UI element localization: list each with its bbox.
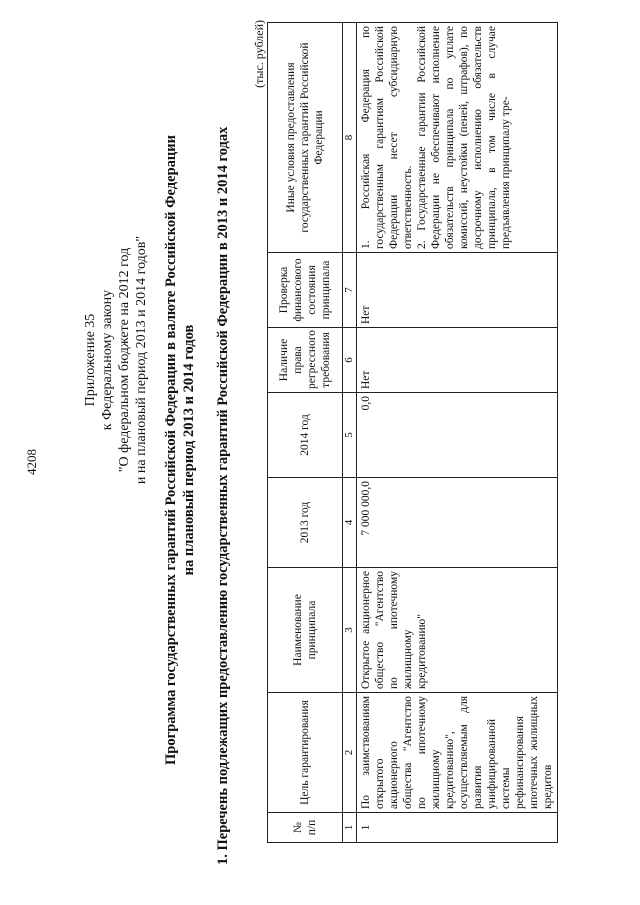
column-number: 4 [343, 478, 357, 568]
appendix-header [82, 150, 150, 570]
condition-1: 1. Российская Федерация по государственным гарантиям Российской Федерации несет субсидиарную ответственность. [360, 26, 414, 249]
column-number: 1 [343, 813, 357, 843]
page-number: 4208 [24, 449, 39, 475]
row-conditions [357, 23, 558, 253]
condition-2: 2. Государственные гарантии Российской Федерации не обеспечивают исполнение обязательств принципала по уплате комиссий, неустойки (пеней, штрафов), по досрочному исполнению обязательств принципала, в том числе в случае предъявления принципалу тре- [416, 26, 512, 249]
table-header-row [268, 23, 343, 843]
column-number-row [343, 23, 357, 843]
row-regress: Нет [357, 328, 558, 393]
column-number: 7 [343, 253, 357, 328]
appendix-line-3: "О федеральном бюджете на 2012 год [117, 247, 132, 473]
appendix-line-1: Приложение 35 [83, 313, 98, 407]
row-purpose: По заимствованиям открытого акционерного общества "Агентство по ипотечному жилищному кредитованию", осуществляемым для развития унифицированной системы рефинансирования ипотечных жилищных кредитов [357, 693, 558, 813]
header-check: Проверка финансового состояния принципала [268, 253, 343, 328]
column-number: 6 [343, 328, 357, 393]
column-number: 3 [343, 568, 357, 693]
table-row [357, 23, 558, 843]
header-regress: Наличие права регрессного требования [268, 328, 343, 393]
column-number: 5 [343, 393, 357, 478]
appendix-line-2: к Федеральному закону [100, 289, 115, 431]
row-check: Нет [357, 253, 558, 328]
header-num: № п/п [268, 813, 343, 843]
section-title: 1. Перечень подлежащих предоставлению государственных гарантий Российской Федерации в 2013 и 2014 годах [215, 126, 231, 865]
guarantees-table [267, 22, 558, 843]
column-number: 8 [343, 23, 357, 253]
row-amount-2014: 0,0 [357, 393, 558, 478]
row-num: 1 [357, 813, 558, 843]
program-title: Программа государственных гарантий Российской Федерации в валюте Российской Федерации [163, 135, 179, 765]
units-label: (тыс. рублей) [252, 20, 266, 88]
header-purpose: Цель гарантирования [268, 693, 343, 813]
column-number: 2 [343, 693, 357, 813]
row-principal: Открытое акционерное общество "Агентство по ипотечному жилищному кредитованию" [357, 568, 558, 693]
row-amount-2013: 7 000 000,0 [357, 478, 558, 568]
program-subtitle: на плановый период 2013 и 2014 годов [181, 324, 197, 576]
appendix-line-4: и на плановый период 2013 и 2014 годов" [134, 235, 149, 485]
header-principal: Наименование принципала [268, 568, 343, 693]
header-2013: 2013 год [268, 478, 343, 568]
header-2014: 2014 год [268, 393, 343, 478]
header-conditions: Иные условия предоставления государственных гарантий Российской Федерации [268, 23, 343, 253]
